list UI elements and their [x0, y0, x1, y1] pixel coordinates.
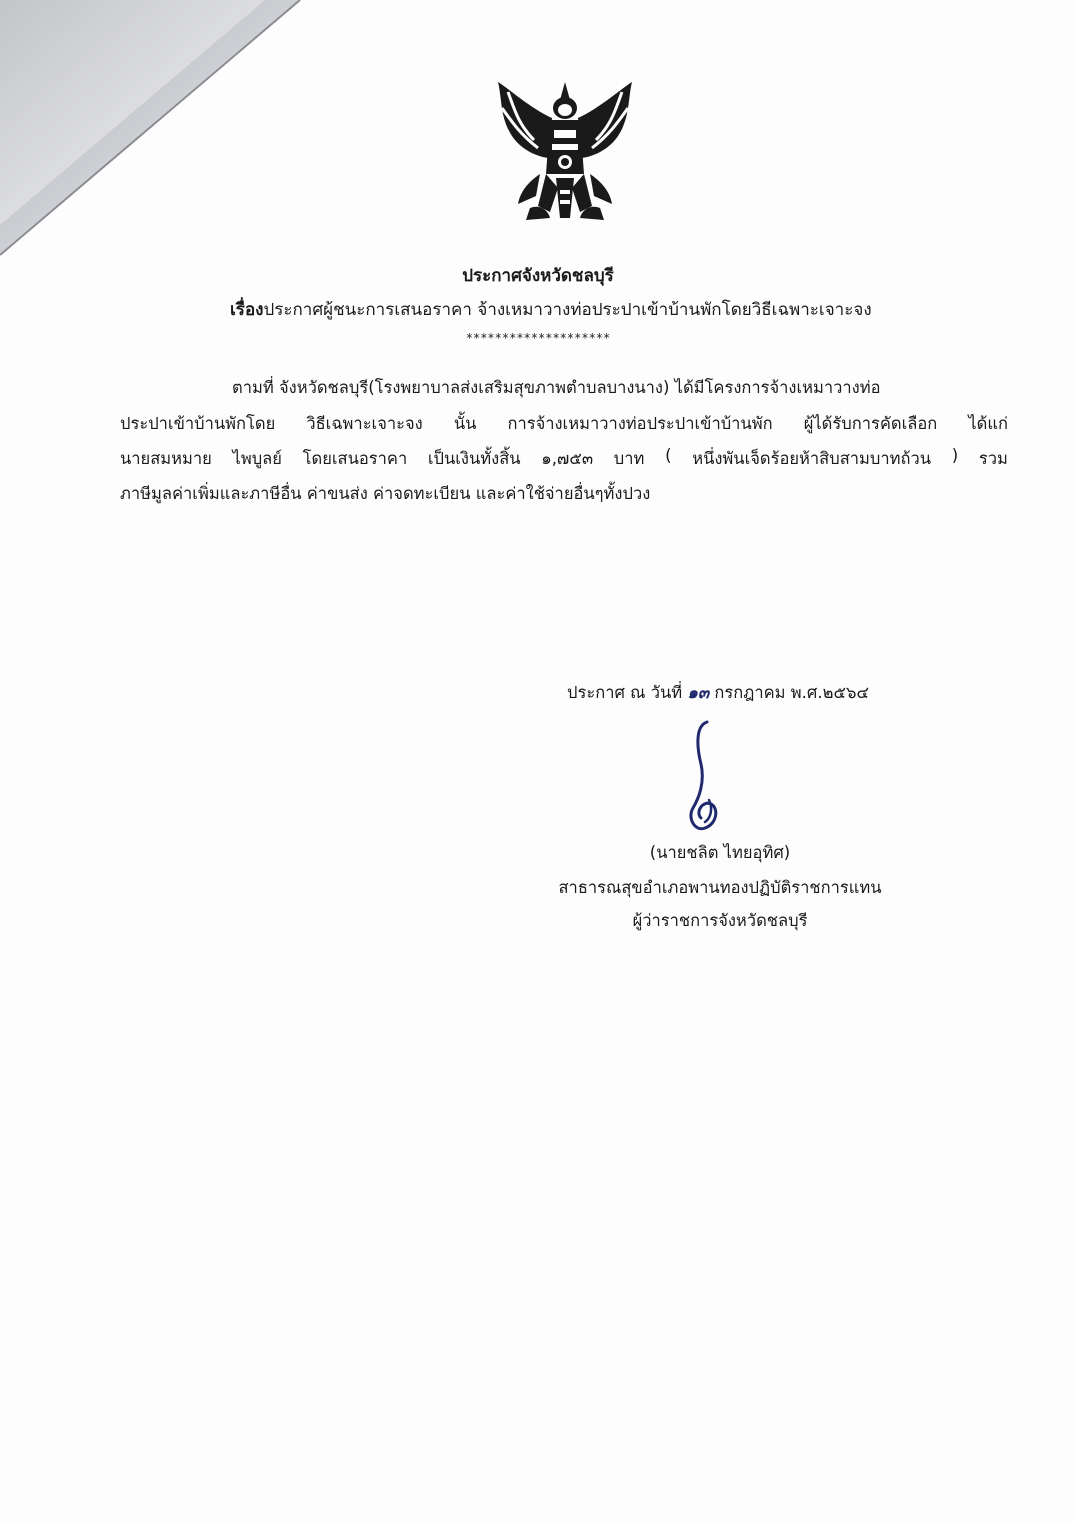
- body-word: การจ้างเหมาวางท่อประปาเข้าบ้านพัก: [507, 414, 773, 433]
- body-word: รวม: [978, 449, 1008, 468]
- body-word: (: [665, 446, 672, 465]
- body-word: ผู้ได้รับการคัดเลือก: [803, 414, 938, 433]
- body-line-4: ภาษีมูลค่าเพิ่มและภาษีอื่น ค่าขนส่ง ค่าจดทะเบียน และค่าใช้จ่ายอื่นๆทั้งปวง: [120, 484, 651, 503]
- body-word: นั้น: [453, 414, 477, 433]
- body-amount-words: หนึ่งพันเจ็ดร้อยห้าสิบสามบาทถ้วน: [692, 449, 932, 468]
- title-separator: ********************: [465, 331, 611, 345]
- body-word: นายสมหมาย: [120, 449, 212, 468]
- handwritten-signature: [655, 708, 735, 838]
- announcement-date: [567, 680, 869, 706]
- signatory-name: (นายชลิต ไทยอุทิศ): [649, 843, 791, 862]
- body-word: ): [951, 446, 959, 465]
- body-word: วิธีเฉพาะเจาะจง: [306, 414, 423, 433]
- body-line-2: [120, 411, 1008, 437]
- body-word: โดยเสนอราคา: [302, 449, 408, 468]
- document-title: ประกาศจังหวัดชลบุรี: [462, 266, 614, 286]
- body-amount: ๑,๗๕๓: [541, 449, 594, 468]
- body-word: ประปาเข้าบ้านพักโดย: [120, 414, 276, 433]
- subject-lead: เรื่อง: [230, 300, 264, 320]
- body-line-1: ตามที่ จังหวัดชลบุรี(โรงพยาบาลส่งเสริมสุขภาพตำบลบางนาง) ได้มีโครงการจ้างเหมาวางท่อ: [232, 378, 881, 397]
- date-day: ๑๓: [687, 683, 710, 702]
- document-subject: [230, 296, 872, 323]
- body-word: เป็นเงินทั้งสิ้น: [427, 449, 521, 468]
- garuda-emblem-icon: [490, 78, 640, 226]
- subject-text: ประกาศผู้ชนะการเสนอราคา จ้างเหมาวางท่อประปาเข้าบ้านพักโดยวิธีเฉพาะเจาะจง: [263, 300, 872, 320]
- signatory-position: สาธารณสุขอำเภอพานทองปฏิบัติราชการแทน: [558, 878, 882, 897]
- body-line-3: [120, 446, 1008, 472]
- body-word: บาท: [613, 449, 645, 468]
- signatory-office: ผู้ว่าราชการจังหวัดชลบุรี: [632, 911, 808, 930]
- date-month-year: กรกฎาคม พ.ศ.๒๕๖๔: [709, 683, 869, 702]
- body-word: ได้แก่: [968, 414, 1008, 433]
- body-word: ไพบูลย์: [232, 449, 282, 468]
- date-prefix: ประกาศ ณ วันที่: [567, 683, 683, 702]
